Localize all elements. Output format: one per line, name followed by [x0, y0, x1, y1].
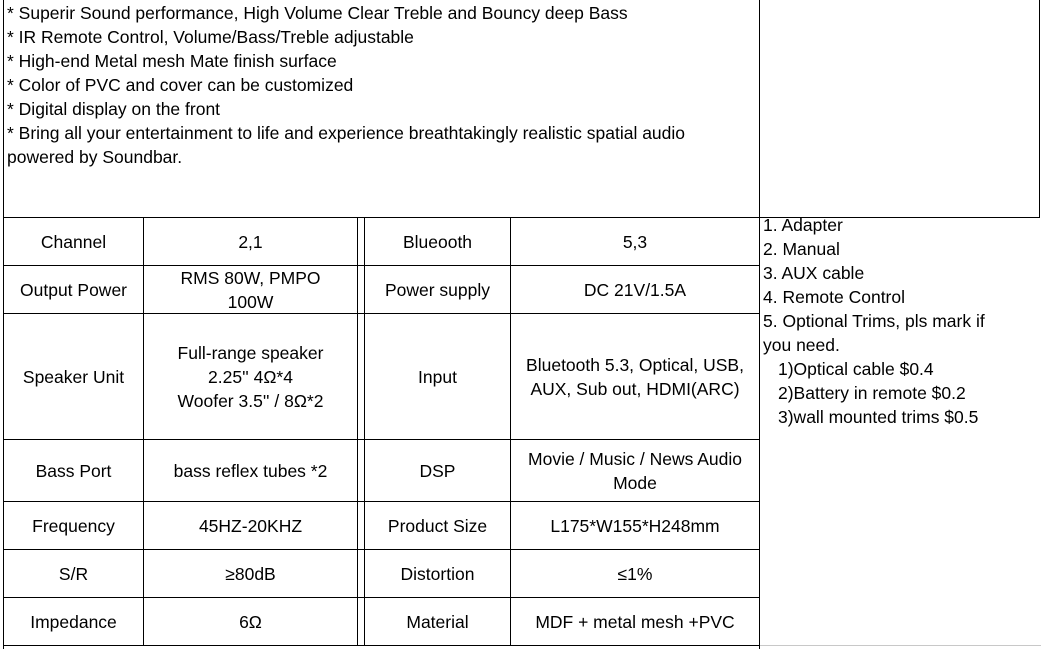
spec-label: Material — [406, 611, 469, 632]
feature-item: * Bring all your entertainment to life and experience breathtakingly realistic spatial audio powered by Soundbar. — [7, 123, 686, 167]
spec-value: Full-range speaker 2.25'' 4Ω*4 Woofer 3.5'' / 8Ω*2 — [177, 342, 324, 411]
features-list — [7, 1, 752, 169]
spec-label: Impedance — [30, 611, 117, 632]
spec-value: ≥80dB — [225, 563, 276, 584]
col-sep-2 — [357, 217, 358, 646]
grid-line-bottom — [760, 645, 1041, 646]
spec-value: 6Ω — [239, 611, 262, 632]
spec-value: 5,3 — [622, 231, 648, 252]
feature-item: * High-end Metal mesh Mate finish surface — [7, 51, 337, 71]
spec-label: Product Size — [387, 515, 488, 536]
spec-value: Bluetooth 5.3, Optical, USB, AUX, Sub out, HDMI(ARC) — [526, 354, 744, 399]
border-bottom — [3, 645, 760, 646]
package-option: 1)Optical cable $0.4 — [778, 359, 934, 379]
spec-value: Movie / Music / News Audio Mode — [528, 448, 742, 493]
feature-item: * Digital display on the front — [7, 99, 221, 119]
package-item: 3. AUX cable — [763, 263, 865, 283]
spec-label: Speaker Unit — [22, 366, 125, 387]
package-list — [763, 213, 1039, 429]
spec-value: bass reflex tubes *2 — [173, 460, 328, 481]
package-option: 3)wall mounted trims $0.5 — [778, 407, 979, 427]
spec-label: S/R — [58, 563, 89, 584]
spec-label: Power supply — [384, 279, 491, 300]
spec-value: DC 21V/1.5A — [583, 279, 687, 300]
package-item: 1. Adapter — [763, 215, 843, 235]
spec-label: DSP — [419, 460, 456, 481]
spec-label: Blueooth — [402, 231, 473, 252]
spec-label: Input — [418, 366, 457, 387]
spec-label: Channel — [40, 231, 107, 252]
package-option: 2)Battery in remote $0.2 — [778, 383, 966, 403]
spec-value: 45HZ-20KHZ — [198, 515, 303, 536]
spec-label: Output Power — [20, 279, 127, 300]
feature-item: * Superir Sound performance, High Volume Clear Treble and Bouncy deep Bass — [7, 3, 628, 23]
feature-item: * IR Remote Control, Volume/Bass/Treble adjustable — [7, 27, 414, 47]
spec-label: Distortion — [400, 563, 475, 584]
package-item: 2. Manual — [763, 239, 840, 259]
spec-label: Frequency — [32, 515, 115, 536]
border-mid — [759, 0, 760, 649]
spec-value: L175*W155*H248mm — [550, 515, 720, 536]
package-item: 4. Remote Control — [763, 287, 906, 307]
spec-label: Bass Port — [35, 460, 112, 481]
package-item: 5. Optional Trims, pls mark if you need. — [763, 311, 985, 355]
spec-value: RMS 80W, PMPO 100W — [180, 267, 321, 312]
spec-value: ≤1% — [617, 563, 653, 584]
spec-value: 2,1 — [238, 231, 263, 252]
border-right-top — [1039, 0, 1040, 217]
spec-value: MDF + metal mesh +PVC — [535, 611, 735, 632]
feature-item: * Color of PVC and cover can be customized — [7, 75, 354, 95]
